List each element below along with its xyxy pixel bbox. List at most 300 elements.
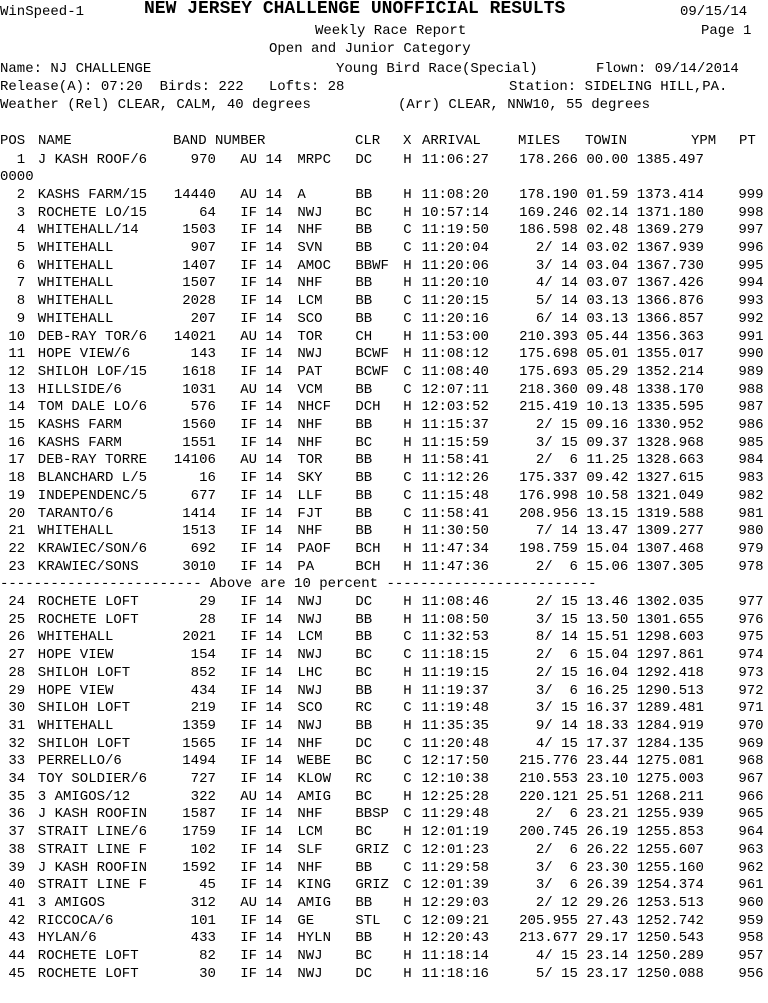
row-pos: 41 <box>8 894 26 911</box>
row-x: C <box>403 753 412 770</box>
row-year: IF 14 <box>240 965 283 982</box>
row-pos: 16 <box>8 434 26 451</box>
row-band: 1507 <box>182 275 216 292</box>
row-miles: 176.998 <box>519 487 578 504</box>
row-band: 1503 <box>182 222 216 239</box>
row-year: IF 14 <box>240 505 283 522</box>
row-name: DEB-RAY TOR/6 <box>37 328 148 345</box>
table-row <box>0 683 768 701</box>
row-clr: BB <box>355 611 373 628</box>
row-band: 14106 <box>173 452 216 469</box>
race-info-line-1 <box>0 61 768 79</box>
release-info: Release(A): 07:20 Birds: 222 Lofts: 28 <box>0 79 345 95</box>
row-name: RICCOCA/6 <box>37 912 114 929</box>
row-code: NWJ <box>297 647 323 664</box>
row-arrival: 12:01:19 <box>421 824 489 841</box>
row-name: ROCHETE LOFT <box>37 594 139 610</box>
row-code: LCM <box>297 629 323 646</box>
row-towin: 16.25 <box>586 682 629 699</box>
row-pt: 986 <box>738 417 764 433</box>
row-ypm: 1255.939 <box>636 806 704 823</box>
row-pt: 992 <box>738 310 764 327</box>
row-year: AU 14 <box>240 186 283 203</box>
row-band: 433 <box>190 930 216 947</box>
row-pos: 2 <box>16 186 26 203</box>
row-x: H <box>403 346 412 363</box>
row-year: IF 14 <box>240 877 283 894</box>
row-name: SHILOH LOFT <box>37 664 131 681</box>
row-year: AU 14 <box>240 788 283 805</box>
row-code: AMIG <box>297 894 331 911</box>
ten-percent-separator <box>0 576 768 594</box>
row-clr: BCWF <box>355 346 389 363</box>
table-row <box>0 523 768 541</box>
table-row <box>0 399 768 417</box>
row-band: 727 <box>190 771 216 787</box>
row-x: H <box>403 399 412 416</box>
column-header-row <box>0 133 768 151</box>
row-name: WHITEHALL/14 <box>37 222 139 239</box>
row-pt: 973 <box>738 664 764 681</box>
row-year: IF 14 <box>240 753 283 770</box>
row-ypm: 1373.414 <box>636 186 704 203</box>
row-ypm: 1253.513 <box>636 894 704 911</box>
row-band: 154 <box>190 647 216 664</box>
row-pt: 961 <box>738 877 764 894</box>
row-arrival: 11:35:35 <box>421 717 489 734</box>
row-miles: 210.393 <box>519 328 578 345</box>
row-ypm: 1327.615 <box>636 470 704 487</box>
row-code: NWJ <box>297 948 323 964</box>
row-towin: 23.10 <box>586 771 629 787</box>
row-name: ROCHETE LOFT <box>37 948 139 964</box>
row-arrival: 11:08:50 <box>421 611 489 628</box>
row-pt: 970 <box>738 717 764 734</box>
row-clr: BC <box>355 948 373 964</box>
table-row <box>0 718 768 736</box>
row-year: AU 14 <box>240 381 283 398</box>
row-pt: 984 <box>738 452 764 469</box>
row-pt: 963 <box>738 841 764 858</box>
row-clr: BC <box>355 204 373 221</box>
row-arrival: 11:20:06 <box>421 257 489 274</box>
row-band: 3010 <box>182 558 216 575</box>
row-pos: 35 <box>8 788 26 805</box>
table-row <box>0 506 768 524</box>
row-name: ROCHETE LOFT <box>37 965 139 982</box>
row-name: ROCHETE LOFT <box>37 611 139 628</box>
row-x: H <box>403 558 412 575</box>
row-pos: 40 <box>8 877 26 894</box>
row-ypm: 1250.543 <box>636 930 704 947</box>
row-year: IF 14 <box>240 930 283 947</box>
row-name: J KASH ROOF/6 <box>37 151 148 168</box>
row-arrival: 11:20:48 <box>421 735 489 752</box>
row-arrival: 11:08:40 <box>421 363 489 380</box>
row-arrival: 11:19:48 <box>421 700 489 717</box>
row-towin: 23.30 <box>586 859 629 876</box>
row-arrival: 12:01:39 <box>421 877 489 894</box>
row-miles: 3/ 14 <box>535 257 578 274</box>
row-code: NHF <box>297 859 323 876</box>
row-arrival: 11:15:48 <box>421 487 489 504</box>
row-ypm: 1284.919 <box>636 717 704 734</box>
row-pt: 962 <box>738 859 764 876</box>
row-name: KRAWIEC/SONS <box>37 558 139 575</box>
row-ypm: 1367.426 <box>636 275 704 292</box>
row-pos: 39 <box>8 859 26 876</box>
row-clr: BC <box>355 647 373 664</box>
row-x: H <box>403 417 412 433</box>
row-arrival: 12:25:28 <box>421 788 489 805</box>
table-row <box>0 488 768 506</box>
row-miles: 2/ 6 <box>535 647 578 664</box>
row-arrival: 11:12:26 <box>421 470 489 487</box>
row-clr: BC <box>355 788 373 805</box>
row-towin: 03.13 <box>586 293 629 310</box>
row-clr: BB <box>355 717 373 734</box>
row-pt: 960 <box>738 894 764 911</box>
row-clr: BB <box>355 682 373 699</box>
row-year: AU 14 <box>240 151 283 168</box>
table-row <box>0 877 768 895</box>
row-year: IF 14 <box>240 222 283 239</box>
row-pt: 967 <box>738 771 764 787</box>
row-miles: 2/ 15 <box>535 417 578 433</box>
row-clr: BB <box>355 505 373 522</box>
row-ypm: 1275.081 <box>636 753 704 770</box>
table-row <box>0 435 768 453</box>
col-name: NAME <box>38 133 72 149</box>
row-arrival: 11:58:41 <box>421 452 489 469</box>
row-arrival: 11:08:46 <box>421 594 489 610</box>
table-row <box>0 205 768 223</box>
row-name: HYLAN/6 <box>37 930 97 947</box>
row-towin: 16.37 <box>586 700 629 717</box>
row-miles: 9/ 14 <box>535 717 578 734</box>
row-band: 1359 <box>182 717 216 734</box>
row-ypm: 1284.135 <box>636 735 704 752</box>
table-row <box>0 240 768 258</box>
row-x: C <box>403 859 412 876</box>
table-row <box>0 771 768 789</box>
row-pt: 956 <box>738 965 764 982</box>
row-x: H <box>403 594 412 610</box>
row-x: H <box>403 948 412 964</box>
row-name: KASHS FARM <box>37 434 122 451</box>
table-row <box>0 612 768 630</box>
table-row <box>0 311 768 329</box>
row-band: 30 <box>199 965 216 982</box>
table-row <box>0 913 768 931</box>
row-clr: BC <box>355 753 373 770</box>
row-pt: 964 <box>738 824 764 841</box>
row-x: H <box>403 186 412 203</box>
row-pos: 21 <box>8 523 26 540</box>
row-pos: 11 <box>8 346 26 363</box>
row-clr: DC <box>355 151 373 168</box>
row-pt: 968 <box>738 753 764 770</box>
table-row <box>0 293 768 311</box>
row-towin: 10.58 <box>586 487 629 504</box>
row-band: 64 <box>199 204 216 221</box>
row-pos: 38 <box>8 841 26 858</box>
row-arrival: 11:47:34 <box>421 540 489 557</box>
row-towin: 03.07 <box>586 275 629 292</box>
row-pos: 25 <box>8 611 26 628</box>
row-ypm: 1335.595 <box>636 399 704 416</box>
row-x: H <box>403 257 412 274</box>
row-clr: GRIZ <box>355 877 389 894</box>
table-row <box>0 948 768 966</box>
row-pt: 988 <box>738 381 764 398</box>
row-towin: 05.01 <box>586 346 629 363</box>
row-miles: 210.553 <box>519 771 578 787</box>
row-code: NWJ <box>297 682 323 699</box>
row-band: 28 <box>199 611 216 628</box>
row-x: H <box>403 664 412 681</box>
row-band: 1551 <box>182 434 216 451</box>
row-pt: 983 <box>738 470 764 487</box>
row-clr: BC <box>355 664 373 681</box>
row-towin: 13.15 <box>586 505 629 522</box>
row-miles: 2/ 6 <box>535 452 578 469</box>
row-pt: 991 <box>738 328 764 345</box>
row-ypm: 1255.160 <box>636 859 704 876</box>
row-year: IF 14 <box>240 470 283 487</box>
row-ypm: 1292.418 <box>636 664 704 681</box>
row-x: C <box>403 629 412 646</box>
row-clr: BCH <box>355 558 381 575</box>
row-year: IF 14 <box>240 735 283 752</box>
row-pos: 18 <box>8 470 26 487</box>
row-band: 1592 <box>182 859 216 876</box>
row-clr: BB <box>355 894 373 911</box>
row-towin: 26.39 <box>586 877 629 894</box>
row-x: C <box>403 841 412 858</box>
row-band: 2028 <box>182 293 216 310</box>
row-code: SCO <box>297 700 323 717</box>
row-miles: 220.121 <box>519 788 578 805</box>
row-pos: 14 <box>8 399 26 416</box>
row-ypm: 1297.861 <box>636 647 704 664</box>
row-clr: BC <box>355 434 373 451</box>
row-code: VCM <box>297 381 323 398</box>
row-pos: 26 <box>8 629 26 646</box>
row-towin: 17.37 <box>586 735 629 752</box>
row-miles: 213.677 <box>519 930 578 947</box>
col-pt: PT <box>739 133 756 149</box>
row-miles: 3/ 6 <box>535 682 578 699</box>
row-arrival: 11:20:04 <box>421 240 489 256</box>
row-name: PERRELLO/6 <box>37 753 122 770</box>
row-ypm: 1366.876 <box>636 293 704 310</box>
row-ypm: 1298.603 <box>636 629 704 646</box>
row-ypm: 1309.277 <box>636 523 704 540</box>
row-pt: 969 <box>738 735 764 752</box>
flown-date: Flown: 09/14/2014 <box>596 61 739 77</box>
row-ypm: 1338.170 <box>636 381 704 398</box>
row-band: 312 <box>190 894 216 911</box>
row-arrival: 11:29:58 <box>421 859 489 876</box>
row-x: H <box>403 452 412 469</box>
row-ypm: 1250.289 <box>636 948 704 964</box>
row-miles: 6/ 14 <box>535 310 578 327</box>
row-band: 45 <box>199 877 216 894</box>
row-towin: 29.17 <box>586 930 629 947</box>
table-row <box>0 187 768 205</box>
row-code: SLF <box>297 841 323 858</box>
row-year: IF 14 <box>240 682 283 699</box>
row-pos: 8 <box>16 293 26 310</box>
row-clr: BB <box>355 452 373 469</box>
row-clr: BB <box>355 381 373 398</box>
row-code: LLF <box>297 487 323 504</box>
row-arrival: 11:32:53 <box>421 629 489 646</box>
row-band: 1494 <box>182 753 216 770</box>
row-x: C <box>403 470 412 487</box>
row-miles: 175.337 <box>519 470 578 487</box>
row-year: IF 14 <box>240 629 283 646</box>
row-pt: 972 <box>738 682 764 699</box>
row-band: 143 <box>190 346 216 363</box>
row-x: H <box>403 965 412 982</box>
row-name: J KASH ROOFIN <box>37 859 148 876</box>
report-date: 09/15/14 <box>680 4 748 20</box>
row-miles: 2/ 15 <box>535 594 578 610</box>
row-band: 692 <box>190 540 216 557</box>
row-x: C <box>403 381 412 398</box>
row-code: NHF <box>297 806 323 823</box>
row-arrival: 12:03:52 <box>421 399 489 416</box>
row-pos: 19 <box>8 487 26 504</box>
row-arrival: 11:15:59 <box>421 434 489 451</box>
report-header-line-3 <box>0 41 768 59</box>
row-ypm: 1328.663 <box>636 452 704 469</box>
row-arrival: 11:19:37 <box>421 682 489 699</box>
row-pt: 965 <box>738 806 764 823</box>
row-arrival: 12:10:38 <box>421 771 489 787</box>
table-row <box>0 594 768 612</box>
row-arrival: 11:18:15 <box>421 647 489 664</box>
row-clr: BB <box>355 222 373 239</box>
row-code: TOR <box>297 452 323 469</box>
row-towin: 02.48 <box>586 222 629 239</box>
row-band: 1031 <box>182 381 216 398</box>
row-pos: 30 <box>8 700 26 717</box>
row-arrival: 11:08:20 <box>421 186 489 203</box>
row-pt: 995 <box>738 257 764 274</box>
weather-release: Weather (Rel) CLEAR, CALM, 40 degrees <box>0 97 311 113</box>
row-pos: 33 <box>8 753 26 770</box>
row-year: IF 14 <box>240 204 283 221</box>
table-row <box>0 417 768 435</box>
table-row <box>0 629 768 647</box>
row-miles: 2/ 6 <box>535 806 578 823</box>
row-towin: 26.19 <box>586 824 629 841</box>
row-clr: BBWF <box>355 257 389 274</box>
row-miles: 2/ 14 <box>535 240 578 256</box>
row-code: NHF <box>297 523 323 540</box>
row-arrival: 11:08:12 <box>421 346 489 363</box>
row-year: IF 14 <box>240 363 283 380</box>
row-miles: 186.598 <box>519 222 578 239</box>
row-clr: DC <box>355 735 373 752</box>
row-year: IF 14 <box>240 841 283 858</box>
row-name: HOPE VIEW <box>37 647 114 664</box>
row-pt: 981 <box>738 505 764 522</box>
row-arrival: 11:20:10 <box>421 275 489 292</box>
station-info: Station: SIDELING HILL,PA. <box>509 79 728 95</box>
row-band: 1565 <box>182 735 216 752</box>
row-code: KLOW <box>297 771 331 787</box>
row-name: DEB-RAY TORRE <box>37 452 148 469</box>
race-name: Name: NJ CHALLENGE <box>0 61 152 77</box>
row-code: MRPC <box>297 151 331 168</box>
table-row <box>0 452 768 470</box>
row-x: C <box>403 647 412 664</box>
row-band: 2021 <box>182 629 216 646</box>
row-code: FJT <box>297 505 323 522</box>
row-miles: 198.759 <box>519 540 578 557</box>
row-x: C <box>403 293 412 310</box>
row-pos: 27 <box>8 647 26 664</box>
report-category: Open and Junior Category <box>269 41 471 57</box>
row-pos: 9 <box>16 310 26 327</box>
row-x: C <box>403 363 412 380</box>
row-clr: BB <box>355 930 373 947</box>
table-row <box>0 860 768 878</box>
table-row <box>0 382 768 400</box>
row-year: IF 14 <box>240 346 283 363</box>
row-band: 907 <box>190 240 216 256</box>
row-year: IF 14 <box>240 558 283 575</box>
row-miles: 4/ 15 <box>535 735 578 752</box>
row-year: IF 14 <box>240 647 283 664</box>
row-ypm: 1289.481 <box>636 700 704 717</box>
row-towin: 09.42 <box>586 470 629 487</box>
report-subtitle: Weekly Race Report <box>315 23 467 39</box>
row-clr: BC <box>355 824 373 841</box>
row-towin: 05.29 <box>586 363 629 380</box>
row-name: WHITEHALL <box>37 293 114 310</box>
row-x: H <box>403 611 412 628</box>
row-x: C <box>403 310 412 327</box>
row-year: IF 14 <box>240 257 283 274</box>
row-year: IF 14 <box>240 275 283 292</box>
row-band: 1587 <box>182 806 216 823</box>
row-pos: 29 <box>8 682 26 699</box>
row-name: KASHS FARM <box>37 417 122 433</box>
row-ypm: 1371.180 <box>636 204 704 221</box>
row-arrival: 11:30:50 <box>421 523 489 540</box>
row-clr: GRIZ <box>355 841 389 858</box>
row-miles: 3/ 6 <box>535 859 578 876</box>
row-pos: 22 <box>8 540 26 557</box>
row-name: HOPE VIEW/6 <box>37 346 131 363</box>
row-clr: RC <box>355 700 373 717</box>
row-ypm: 1254.374 <box>636 877 704 894</box>
row-ypm: 1356.363 <box>636 328 704 345</box>
row-year: IF 14 <box>240 540 283 557</box>
row-miles: 175.693 <box>519 363 578 380</box>
row-arrival: 11:15:37 <box>421 417 489 433</box>
row-arrival: 11:20:15 <box>421 293 489 310</box>
row-towin: 29.26 <box>586 894 629 911</box>
row-miles: 4/ 14 <box>535 275 578 292</box>
row-year: AU 14 <box>240 328 283 345</box>
row-name: WHITEHALL <box>37 240 114 256</box>
